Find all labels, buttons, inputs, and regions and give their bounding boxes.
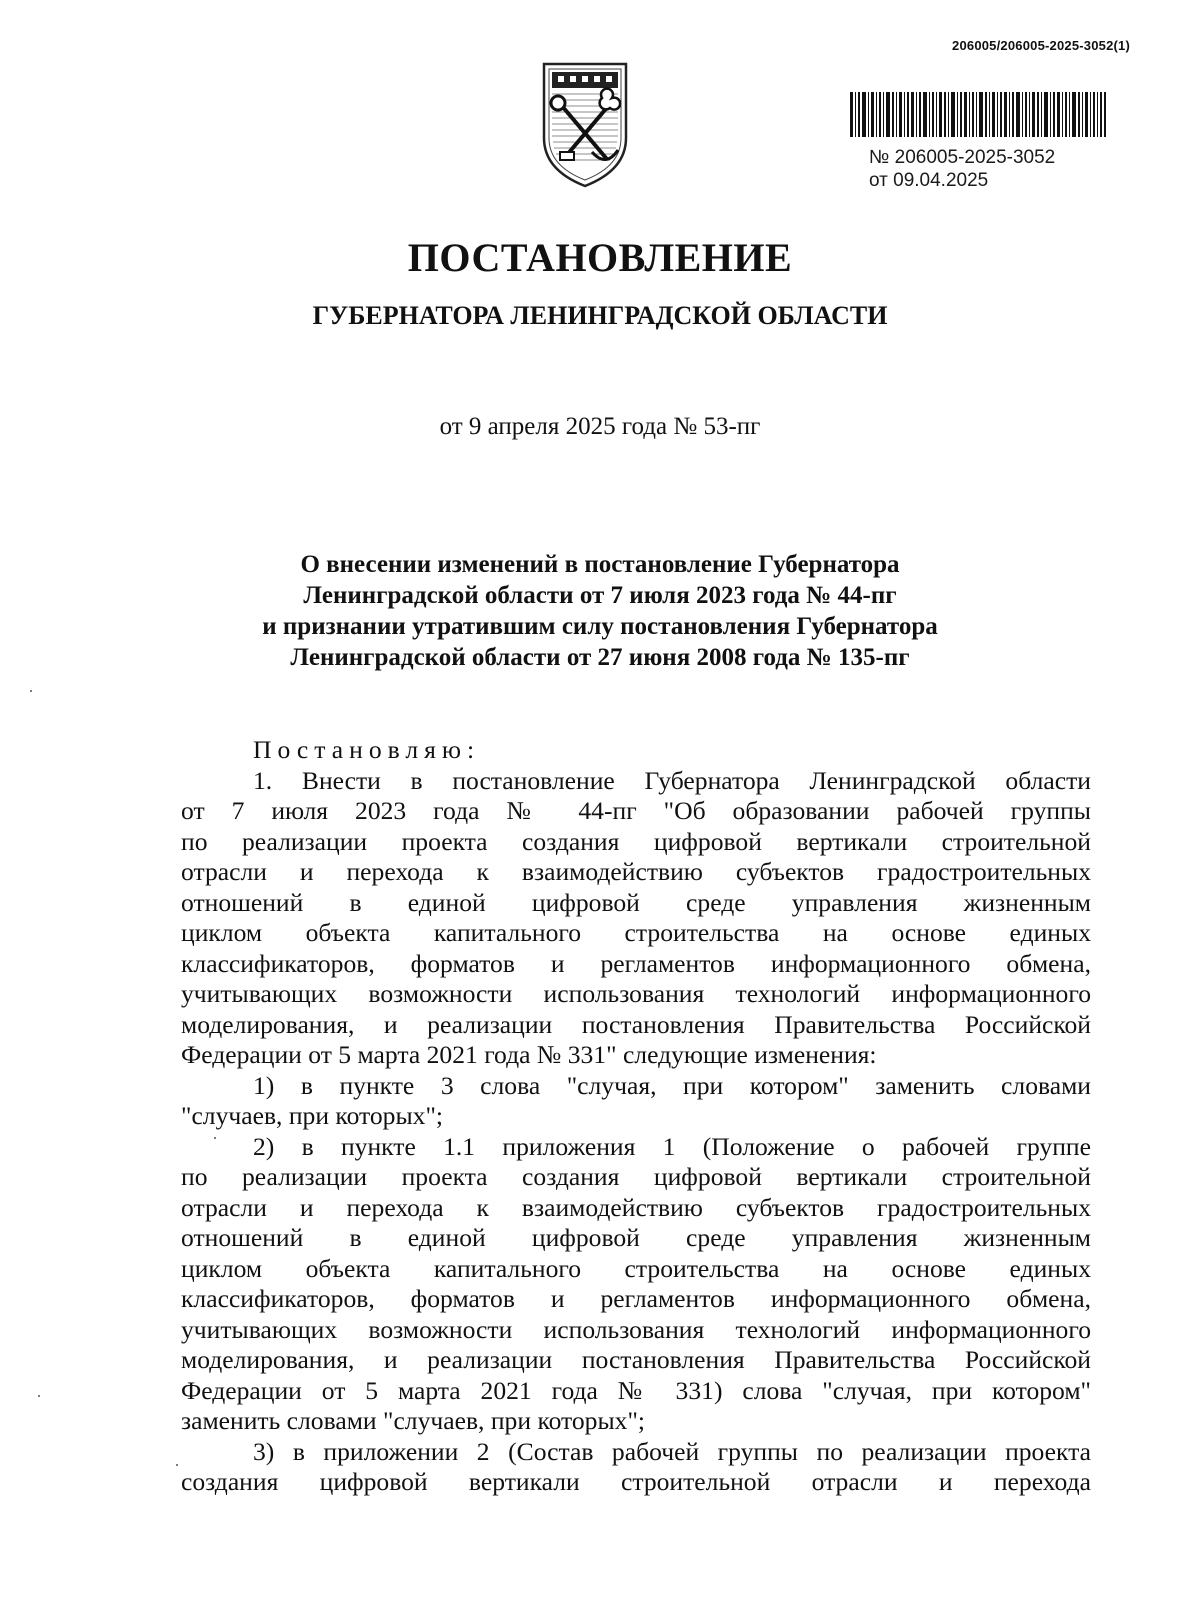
body-line: отрасли и перехода к взаимодействию субъектов градостроительных	[181, 857, 1091, 886]
subject-line: О внесении изменений в постановление Губернатора	[300, 551, 900, 578]
body-line: классификаторов, форматов и регламентов информационного обмена,	[181, 948, 1091, 978]
body-line: по реализации проекта создания цифровой вертикали строительной	[181, 826, 1091, 856]
body-line: отношений в единой цифровой среде управления жизненным	[181, 1223, 1091, 1252]
decree-word: Постановляю:	[253, 735, 481, 764]
body-line: циклом объекта капитального строительства на основе единых	[181, 1253, 1091, 1283]
body-line: от 7 июля 2023 года № 44-пг "Об образовании рабочей группы	[181, 796, 1091, 825]
document-date-number: от 9 апреля 2025 года № 53-пг	[439, 413, 761, 440]
body-line: 3) в приложении 2 (Состав рабочей группы по реализации проекта	[253, 1436, 1091, 1466]
registration-number: № 206005-2025-3052	[869, 147, 1056, 168]
body-line: создания цифровой вертикали строительной отрасли и перехода	[181, 1467, 1091, 1496]
subject-line: Ленинградской области от 27 июня 2008 года № 135-пг	[290, 644, 910, 671]
document-title: ПОСТАНОВЛЕНИЕ	[407, 235, 793, 280]
body-line: Федерации от 5 марта 2021 года № 331" следующие изменения:	[181, 1040, 877, 1069]
scan-speck	[176, 1464, 178, 1466]
registration-stamp	[869, 146, 1055, 192]
scan-speck	[38, 1395, 40, 1397]
subject-line: и признании утратившим силу постановления Губернатора	[262, 613, 938, 640]
scan-speck	[30, 690, 32, 692]
scan-speck	[214, 1137, 216, 1139]
body-line: "случаев, при которых";	[181, 1101, 444, 1130]
body-line: отрасли и перехода к взаимодействию субъектов градостроительных	[181, 1192, 1091, 1222]
barcode-icon	[850, 92, 1106, 137]
body-line: по реализации проекта создания цифровой вертикали строительной	[181, 1162, 1091, 1191]
body-line: моделирования, и реализации постановления Правительства Российской	[181, 1009, 1091, 1039]
body-line: циклом объекта капитального строительства на основе единых	[181, 918, 1091, 947]
body-line: 1. Внести в постановление Губернатора Ленинградской области	[253, 765, 1091, 795]
document-reference-code: 206005/206005-2025-3052(1)	[952, 38, 1130, 53]
subject-line: Ленинградской области от 7 июля 2023 года № 44-пг	[303, 582, 897, 609]
body-line: учитывающих возможности использования технологий информационного	[181, 979, 1091, 1008]
body-line: классификаторов, форматов и регламентов информационного обмена,	[181, 1284, 1091, 1313]
body-line: учитывающих возможности использования технологий информационного	[181, 1314, 1091, 1344]
body-line: моделирования, и реализации постановления Правительства Российской	[181, 1345, 1091, 1374]
document-subject	[0, 549, 1200, 673]
body-line: заменить словами "случаев, при которых";	[181, 1406, 646, 1435]
body-line: Федерации от 5 марта 2021 года № 331) слова "случая, при котором"	[181, 1375, 1091, 1405]
body-line: 1) в пункте 3 слова "случая, при котором" заменить словами	[253, 1070, 1091, 1100]
body-line: отношений в единой цифровой среде управления жизненным	[181, 887, 1091, 917]
leningrad-oblast-coat-of-arms-icon	[540, 58, 630, 190]
document-issuer: ГУБЕРНАТОРА ЛЕНИНГРАДСКОЙ ОБЛАСТИ	[312, 301, 888, 330]
body-line: 2) в пункте 1.1 приложения 1 (Положение о рабочей группе	[253, 1131, 1091, 1161]
document-body	[181, 735, 1091, 1498]
registration-date: от 09.04.2025	[869, 170, 989, 191]
